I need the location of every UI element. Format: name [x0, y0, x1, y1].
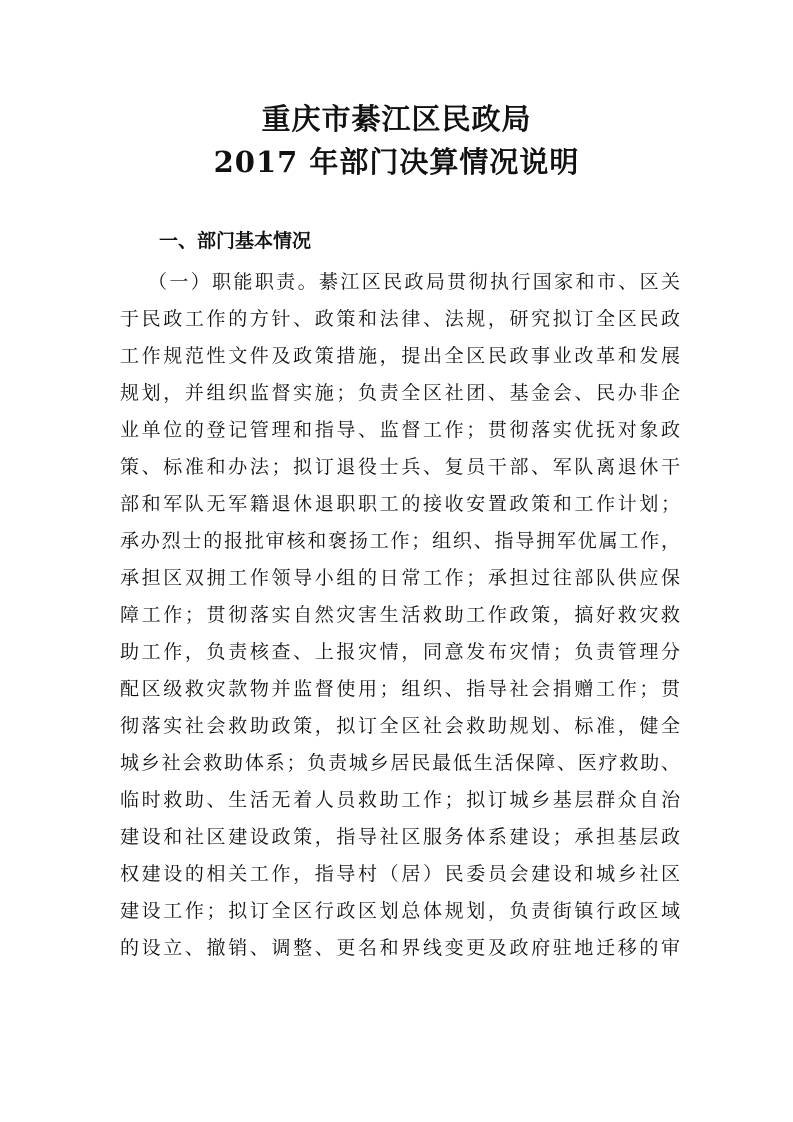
- body-line: 建设工作；拟订全区行政区划总体规划，负责街镇行政区域: [120, 900, 680, 922]
- body-line: 策、标准和办法；拟订退役士兵、复员干部、军队离退休干: [120, 456, 680, 478]
- body-line: 规划，并组织监督实施；负责全区社团、基金会、民办非企: [120, 382, 680, 404]
- body-line: 业单位的登记管理和指导、监督工作；贯彻落实优抚对象政: [120, 419, 680, 441]
- body-line-text: 綦江区民政局贯彻执行国家和市、区关: [319, 271, 680, 293]
- body-line: 的设立、撤销、调整、更名和界线变更及政府驻地迁移的审: [120, 937, 680, 959]
- body-line: 工作规范性文件及政策措施，提出全区民政事业改革和发展: [120, 345, 680, 367]
- body-line: 临时救助、生活无着人员救助工作；拟订城乡基层群众自治: [120, 789, 680, 811]
- body-line: 障工作；贯彻落实自然灾害生活救助工作政策，搞好救灾救: [120, 604, 680, 626]
- body-line: 彻落实社会救助政策，拟订全区社会救助规划、标准，健全: [120, 715, 680, 737]
- document-title-line-2: 2017 年部门决算情况说明: [213, 145, 580, 179]
- body-line: 部和军队无军籍退休退职职工的接收安置政策和工作计划；: [120, 493, 680, 515]
- document-title-line-1: 重庆市綦江区民政局: [261, 102, 532, 136]
- body-line: 于民政工作的方针、政策和法律、法规，研究拟订全区民政: [120, 308, 680, 330]
- body-line: 承担区双拥工作领导小组的日常工作；承担过往部队供应保: [120, 567, 680, 589]
- body-line: 助工作，负责核查、上报灾情，同意发布灾情；负责管理分: [120, 641, 680, 663]
- body-line: 配区级救灾款物并监督使用；组织、指导社会捐赠工作；贯: [120, 678, 680, 700]
- body-line: 承办烈士的报批审核和褒扬工作；组织、指导拥军优属工作，: [120, 530, 680, 552]
- body-paragraph: [120, 264, 680, 967]
- body-line: 权建设的相关工作，指导村（居）民委员会建设和城乡社区: [120, 863, 680, 885]
- body-line: 建设和社区建设政策，指导社区服务体系建设；承担基层政: [120, 826, 680, 848]
- body-line: 城乡社会救助体系；负责城乡居民最低生活保障、医疗救助、: [120, 752, 680, 774]
- section-heading: 一、部门基本情况: [159, 230, 312, 252]
- body-line: [120, 264, 680, 301]
- subsection-label: （一）职能职责。: [148, 271, 319, 293]
